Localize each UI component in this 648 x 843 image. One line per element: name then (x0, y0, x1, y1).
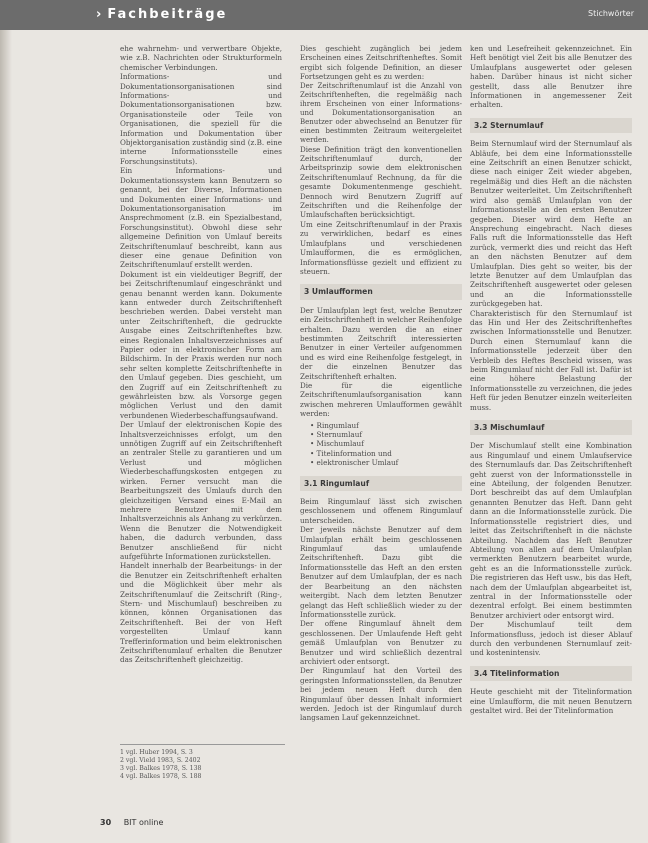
paragraph: Heute geschieht mit der Titelinformation eine Umlaufform, die mit neuen Benutzern gestaltet wird. Bei der Titelinformation (470, 687, 632, 715)
paragraph: Dokument ist ein vieldeutiger Begriff, der bei Zeitschriftenumlauf eingeschränkt und genau benannt werden kann. Dokumente kann entweder durch Zeitschriftenheft beschrieben werden. Dabei versteht man unter Zeitschriftenheft, die gedruckte Ausgabe eines Zeitschriftenheftes bzw. eines Regionalen Inhaltsverzeichnisses auf Papier oder in elektronischer Form am Bildschirm. In der Praxis werden nur noch sehr selten komplette Zeitschriftenhefte in den Umlauf gegeben. Dies geschieht, um den Zugriff auf ein Zeitschriftenheft zu gewährleisten bzw. als Vorsorge gegen möglichen Verlust und den damit verbundenen Wiederbeschaffungsaufwand. (120, 269, 282, 420)
paragraph: Die für die eigentliche Zeitschriftenumlaufsorganisation kann zwischen mehreren Umlaufformen gewählt werden: (300, 380, 462, 419)
paragraph: Der Mischumlauf stellt eine Kombination aus Ringumlauf und einem Umlaufservice des Sternumlaufs dar. Das Zeitschriftenheft geht zuerst von der Informationsstelle in eine Abteilung, der folgenden Benutzer. Dort beschreibt das auf dem Umlaufplan genannten Benutzer das Heft. Dann geht dann an die Informationsstelle zurück. Die Informationsstelle registriert dies, und leitet das Zeitschriftenheft in die nächste Abteilung. Nachdem das Heft Benutzer Abteilung von allen auf dem Umlaufplan vermerkten Benutzern bearbeitet wurde, geht es an die Informationsstelle zurück. Die registrieren das Heft usw., bis das Heft, nach dem der Umlaufplan abgearbeitet ist, zentral in der Informationsstelle oder dezentral erfolgt. Bei einem bestimmten Benutzer archiviert oder entsorgt wird. (470, 441, 632, 620)
paragraph: ehe wahrnehm- und verwertbare Objekte, wie z.B. Nachrichten oder Strukturformeln chemischer Verbindungen. (120, 44, 282, 72)
page-fold-shadow (0, 30, 12, 843)
section-heading: 3 Umlaufformen (300, 284, 462, 299)
paragraph: Ein Informations- und Dokumentationssystem kann Benutzern so genannt, bei der Diverse, Informationen und Dokumenten einer Informations- und Dokumentationsorganisation im Ansprechmoment (z.B. ein Spezialbestand, Forschungsinstitut). Obwohl diese sehr allgemeine Definition von Umlauf bereits Zeitschriftenumlauf beschreibt, kann aus dieser eine genaue Definition von Zeitschriftenumlauf erstellt werden. (120, 166, 282, 270)
page-header (0, 0, 648, 30)
paragraph: ken und Lesefreiheit gekennzeichnet. Ein Heft benötigt viel Zeit bis alle Benutzer des Umlaufplans ausgewertet oder gelesen haben. Darüber hinaus ist nicht sicher gestellt, dass alle Benutzer ihre Informationen in angemessener Zeit erhalten. (470, 44, 632, 110)
paragraph: Informations- und Dokumentationsorganisationen sind Informations- und Dokumentationsorganisationen bzw. Organisationsteile oder Teile von Organisationen, die speziell für die Information und Dokumentation über Objektorganisation zuständig sind (z.B. eine interne Informationsstelle eines Forschungsinstituts). (120, 72, 282, 166)
column-middle (300, 44, 462, 723)
list-item: • Mischumlauf (310, 439, 462, 448)
paragraph: Der Ringumlauf hat den Vorteil des geringsten Informationsstellen, da Benutzer bei jedem neuen Heft durch den Ringumlauf über dessen Inhalt informiert werden. Jedoch ist der Ringumlauf durch langsamen Lauf gekennzeichnet. (300, 666, 462, 723)
section-heading: 3.2 Sternumlauf (470, 118, 632, 133)
page-number: 30 (100, 818, 112, 827)
section-heading: 3.1 Ringumlauf (300, 476, 462, 491)
paragraph: Der jeweils nächste Benutzer auf dem Umlaufplan erhält beim geschlossenen Ringumlauf das umlaufende Zeitschriftenheft. Dazu gibt die Informationsstelle das Heft an den ersten Benutzer auf dem Umlaufplan, der es nach der Bearbeitung an den nächsten weitergibt. Nach dem letzten Benutzer gelangt das Heft schließlich wieder zu der Informationsstelle zurück. (300, 525, 462, 619)
list-item: • Ringumlauf (310, 421, 462, 430)
column-left (120, 44, 282, 665)
section-title: › Fachbeiträge (96, 7, 228, 22)
section-heading: 3.3 Mischumlauf (470, 420, 632, 435)
paragraph: Der Mischumlauf teilt dem Informationsfluss, jedoch ist dieser Ablauf durch den verbundenen Sternumlauf zeit- und kostenintensiv. (470, 620, 632, 658)
paragraph: Diese Definition trägt den konventionellen Zeitschriftenumlauf durch, der Arbeitsprinzip sowie dem elektronischen Zeitschriftenumlauf Rechnung, da für die gesamte Dokumentenmenge geschieht. Dennoch wird Benutzern Zugriff auf Zeitschriften und die Reihenfolge der Umlaufschaften berücksichtigt. (300, 144, 462, 220)
paragraph: Handelt innerhalb der Bearbeitungs- in der die Benutzer ein Zeitschriftenheft erhalten und die Möglichkeit über mehr als Zeitschriftenumlauf die Zeitschrift (Ring-, Stern- und Mischumlauf) beschreiben zu können, können Organisationen das Zeitschriftenheft. Bei der von Heft vorgestellten Umlauf kann Trefferinformation und beim elektronischen Zeitschriftenumlauf erhalten die Benutzer das Zeitschriftenheft gleichzeitig. (120, 561, 282, 665)
footnote: 3 vgl. Balkes 1978, S. 138 (120, 765, 202, 772)
paragraph: Beim Ringumlauf lässt sich zwischen geschlossenem und offenem Ringumlauf unterscheiden. (300, 497, 462, 525)
header-right-label: Stichwörter (588, 9, 634, 18)
list-item: • elektronischer Umlauf (310, 458, 462, 467)
umlauf-list (310, 421, 462, 468)
paragraph: Dies geschieht zugänglich bei jedem Erscheinen eines Zeitschriftenheftes. Somit ergibt sich folgende Definition, an dieser Fortsetzungen geht es zu werden: (300, 44, 462, 82)
chevron-right-icon: › (96, 7, 104, 22)
paragraph: Der Umlaufplan legt fest, welche Benutzer ein Zeitschriftenheft in welcher Reihenfolge erhalten. Dazu werden die an einer bestimmten Zeitschrift interessierten Benutzer in einer Verteiler aufgenommen und es wird eine Reihenfolge festgelegt, in der die einzelnen Benutzer das Zeitschriftenheft erhalten. (300, 305, 462, 381)
column-right (470, 44, 632, 715)
page-footer (100, 818, 163, 827)
paragraph: Der offene Ringumlauf ähnelt dem geschlossenen. Der Umlaufende Heft geht gemäß Umlaufplan von Benutzer zu Benutzer und wird schließlich dezentral archiviert oder entsorgt. (300, 619, 462, 666)
footnote: 4 vgl. Balkes 1978, S. 188 (120, 773, 202, 780)
paragraph: Um eine Zeitschriftenumlauf in der Praxis zu verwirklichen, bedarf es eines Umlaufplans und verschiedenen Umlaufformen, die es ermöglichen, Informationsflüsse gezielt und effizient zu steuern. (300, 219, 462, 276)
footnote: 2 vgl. Vield 1983, S. 2402 (120, 757, 201, 764)
paragraph: Der Umlauf der elektronischen Kopie des Inhaltsverzeichnisses erfolgt, um den unnötigen Zugriff auf ein Zeitschriftenheft an zentraler Stelle zu garantieren und um Verlust und möglichen Wiederbeschaffungskosten entgegen zu wirken. Ferner versucht man die Bearbeitungszeit des Umlaufs durch den gleichzeitigen Versand eines E-Mail an mehrere Benutzer mit dem Inhaltsverzeichnis als Anhang zu verkürzen. Wenn die Benutzer die Notwendigkeit haben, die dadurch verbunden, dass Benutzer anschließend für nicht aufgeführte Informationen zurückstellen. (120, 420, 282, 561)
paragraph: Beim Sternumlauf wird der Sternumlauf als Abläufe, bei dem eine Informationsstelle eine Zeitschrift an einen Benutzer schickt, diese nach einiger Zeit wieder abgeben, regelmäßig und dies Heft an die nächsten Benutzer weiterleitet. Um Zeitschriftenheft wird also gemäß Umlaufplan von der Informationsstelle an den ersten Benutzer gegeben. Dieser wird dem Hefte an Ansprechung eingebracht. Nach dieses Falls ruft die Informationsstelle das Heft zurück, vermerkt dies und reicht das Heft an den nächsten Benutzer auf dem Umlaufplan. Dies geht so weiter, bis der letzte Benutzer auf dem Umlaufplan das Zeitschriftenheft ausgewertet oder gelesen und an die Informationsstelle zurückgegeben hat. (470, 139, 632, 309)
list-item: • Titelinformation und (310, 449, 462, 458)
footnotes (120, 744, 285, 781)
definition-quote: Der Zeitschriftenumlauf ist die Anzahl von Zeitschriftenheften, die regelmäßig nach ihrem Erscheinen von einer Informations- und Dokumentationsorganisation an Benutzer oder abwechselnd an Benutzer für einen bestimmten Zeitraum weitergeleitet werden. (300, 81, 462, 144)
footnote: 1 vgl. Huber 1994, S. 3 (120, 749, 193, 756)
publication-name: BIT online (123, 818, 164, 827)
section-heading: 3.4 Titelinformation (470, 666, 632, 681)
list-item: • Sternumlauf (310, 430, 462, 439)
paragraph: Charakteristisch für den Sternumlauf ist das Hin und Her des Zeitschriftenheftes zwischen Informationsstelle und Benutzer. Durch einen Sternumlauf kann die Informationsstelle jederzeit über den Verbleib des Heftes Bescheid wissen, was beim Ringumlauf nicht der Fall ist. Dafür ist eine höhere Belastung der Informationsstelle zu verzeichnen, die jedes Heft für jeden Benutzer einzeln weiterleiten muss. (470, 308, 632, 412)
